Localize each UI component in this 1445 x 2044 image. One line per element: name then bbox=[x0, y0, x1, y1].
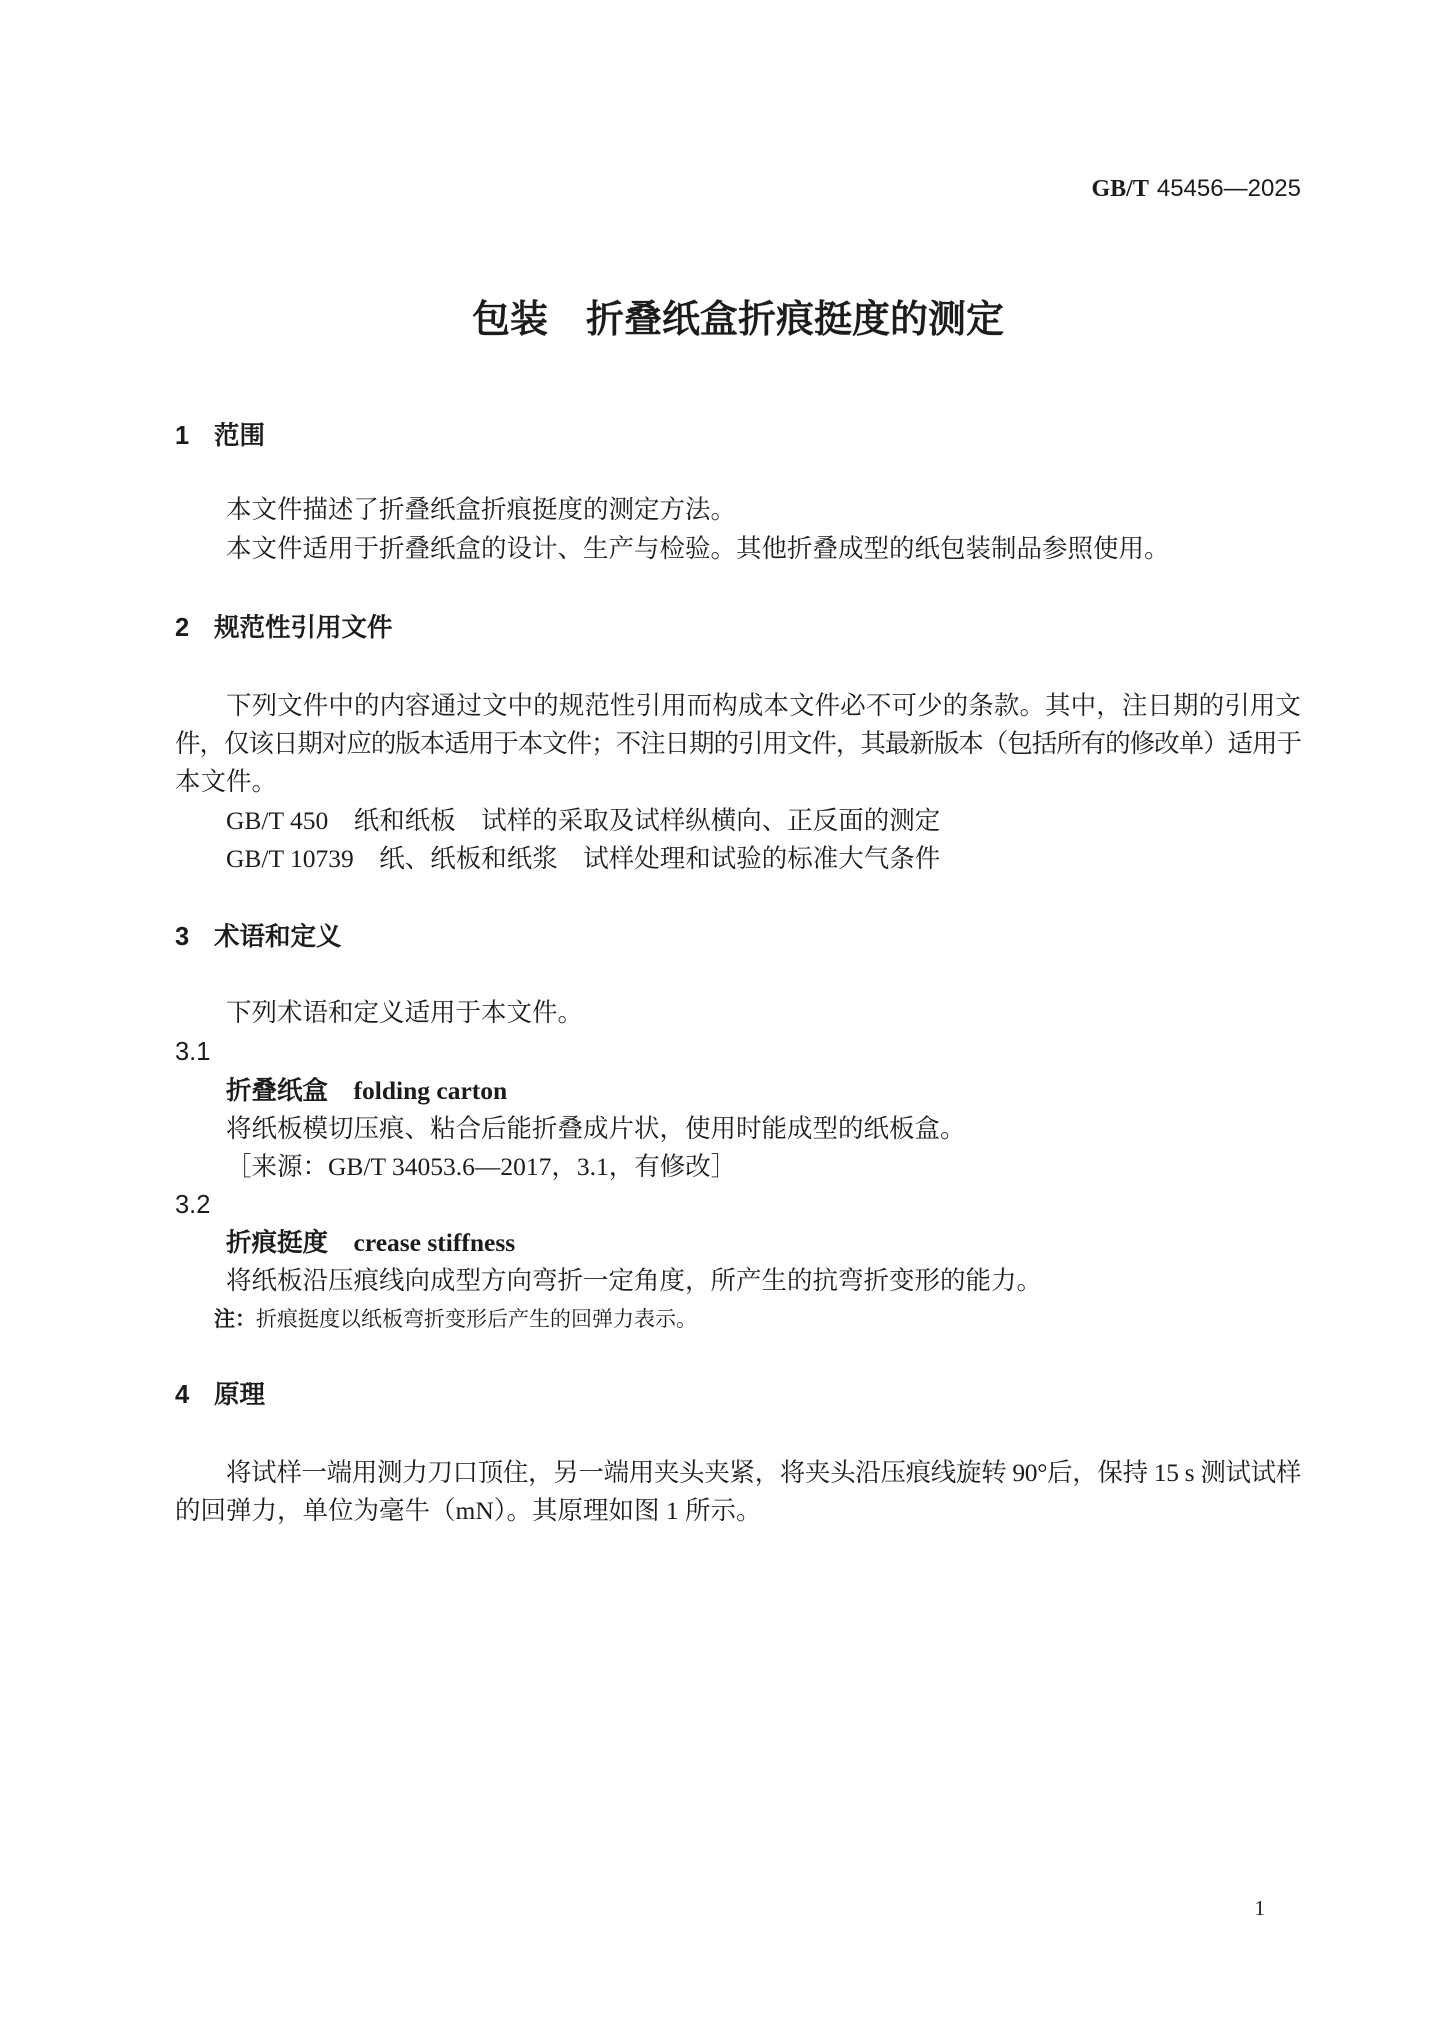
line-text: 将试样一端用测力刀口顶住，另一端用夹头夹紧，将夹头沿压痕线旋转 90°后，保持 15 s 测试试样 bbox=[226, 1458, 1301, 1487]
standard-number bbox=[1000, 173, 1301, 205]
line-text: 下列文件中的内容通过文中的规范性引用而构成本文件必不可少的条款。其中，注日期的引用文 bbox=[226, 691, 1301, 720]
reference-title: 纸和纸板 试样的采取及试样纵横向、正反面的测定 bbox=[353, 806, 941, 835]
section-number: 2 bbox=[175, 614, 190, 642]
term-note bbox=[214, 1300, 1301, 1338]
line-text: 的回弹力，单位为毫牛（mN）。其原理如图 1 所示。 bbox=[175, 1496, 762, 1525]
section-1-heading bbox=[175, 417, 1301, 455]
paragraph-line bbox=[175, 725, 1301, 763]
standard-code: 45456—2025 bbox=[1156, 175, 1301, 202]
standard-prefix: GB/T bbox=[1091, 176, 1149, 202]
term-name-zh: 折叠纸盒 bbox=[226, 1077, 329, 1105]
section-4-heading bbox=[175, 1376, 1301, 1414]
term-row bbox=[226, 1072, 507, 1110]
line-text: ［来源：GB/T 34053.6—2017，3.1，有修改］ bbox=[226, 1152, 737, 1181]
paragraph-line bbox=[226, 530, 1301, 568]
line-text: 本文件适用于折叠纸盒的设计、生产与检验。其他折叠成型的纸包装制品参照使用。 bbox=[226, 534, 1170, 563]
section-number: 3 bbox=[175, 923, 190, 951]
section-title: 术语和定义 bbox=[214, 923, 342, 951]
reference-code: GB/T 10739 bbox=[226, 844, 354, 873]
term-definition bbox=[226, 1262, 1301, 1300]
term-entry-number bbox=[175, 1186, 375, 1224]
note-label: 注： bbox=[214, 1308, 256, 1331]
section-title: 范围 bbox=[214, 422, 266, 450]
paragraph-line bbox=[175, 763, 1301, 801]
term-name-en: folding carton bbox=[353, 1076, 508, 1105]
reference-title: 纸、纸板和纸浆 试样处理和试验的标准大气条件 bbox=[379, 844, 941, 873]
section-number: 4 bbox=[175, 1381, 190, 1409]
line-text: 将纸板沿压痕线向成型方向弯折一定角度，所产生的抗弯折变形的能力。 bbox=[226, 1266, 1043, 1295]
note-row bbox=[214, 1300, 697, 1338]
section-3-heading bbox=[175, 918, 1301, 956]
line-text: 下列术语和定义适用于本文件。 bbox=[226, 998, 584, 1027]
term-source bbox=[226, 1148, 1301, 1186]
line-text: 将纸板模切压痕、粘合后能折叠成片状，使用时能成型的纸板盒。 bbox=[226, 1114, 966, 1143]
page-number: 1 bbox=[1254, 1896, 1265, 1920]
term-name-en: crease stiffness bbox=[353, 1228, 516, 1257]
term-entry bbox=[226, 1224, 1301, 1262]
heading-row bbox=[175, 417, 265, 455]
line-text: 本文件描述了折叠纸盒折痕挺度的测定方法。 bbox=[226, 495, 737, 524]
term-entry bbox=[226, 1072, 1301, 1110]
term-row bbox=[226, 1224, 515, 1262]
heading-row bbox=[175, 918, 342, 956]
reference-code: GB/T 450 bbox=[226, 806, 329, 835]
paragraph-line bbox=[226, 1454, 1301, 1492]
paragraph-line bbox=[226, 491, 1301, 529]
term-entry-number bbox=[175, 1033, 375, 1071]
reference-row bbox=[226, 802, 940, 840]
note-text: 折痕挺度以纸板弯折变形后产生的回弹力表示。 bbox=[256, 1307, 697, 1331]
paragraph-line bbox=[226, 994, 1301, 1032]
term-number-text: 3.2 bbox=[175, 1191, 211, 1219]
term-name-zh: 折痕挺度 bbox=[226, 1229, 329, 1257]
section-title: 原理 bbox=[214, 1381, 266, 1409]
reference-item bbox=[226, 802, 1301, 840]
reference-item bbox=[226, 840, 1301, 878]
heading-row bbox=[175, 1376, 265, 1414]
heading-row bbox=[175, 609, 393, 647]
reference-row bbox=[226, 840, 940, 878]
line-text: 本文件。 bbox=[175, 767, 278, 796]
section-2-heading bbox=[175, 609, 1301, 647]
paragraph-line bbox=[226, 687, 1301, 725]
paragraph-line bbox=[175, 1492, 1301, 1530]
section-number: 1 bbox=[175, 422, 190, 450]
document-title: 包装 折叠纸盒折痕挺度的测定 bbox=[471, 299, 1004, 341]
line-text: 件，仅该日期对应的版本适用于本文件；不注日期的引用文件，其最新版本（包括所有的修改单）适用于 bbox=[175, 729, 1301, 758]
section-title: 规范性引用文件 bbox=[214, 614, 393, 642]
term-number-text: 3.1 bbox=[175, 1038, 211, 1066]
term-definition bbox=[226, 1110, 1301, 1148]
